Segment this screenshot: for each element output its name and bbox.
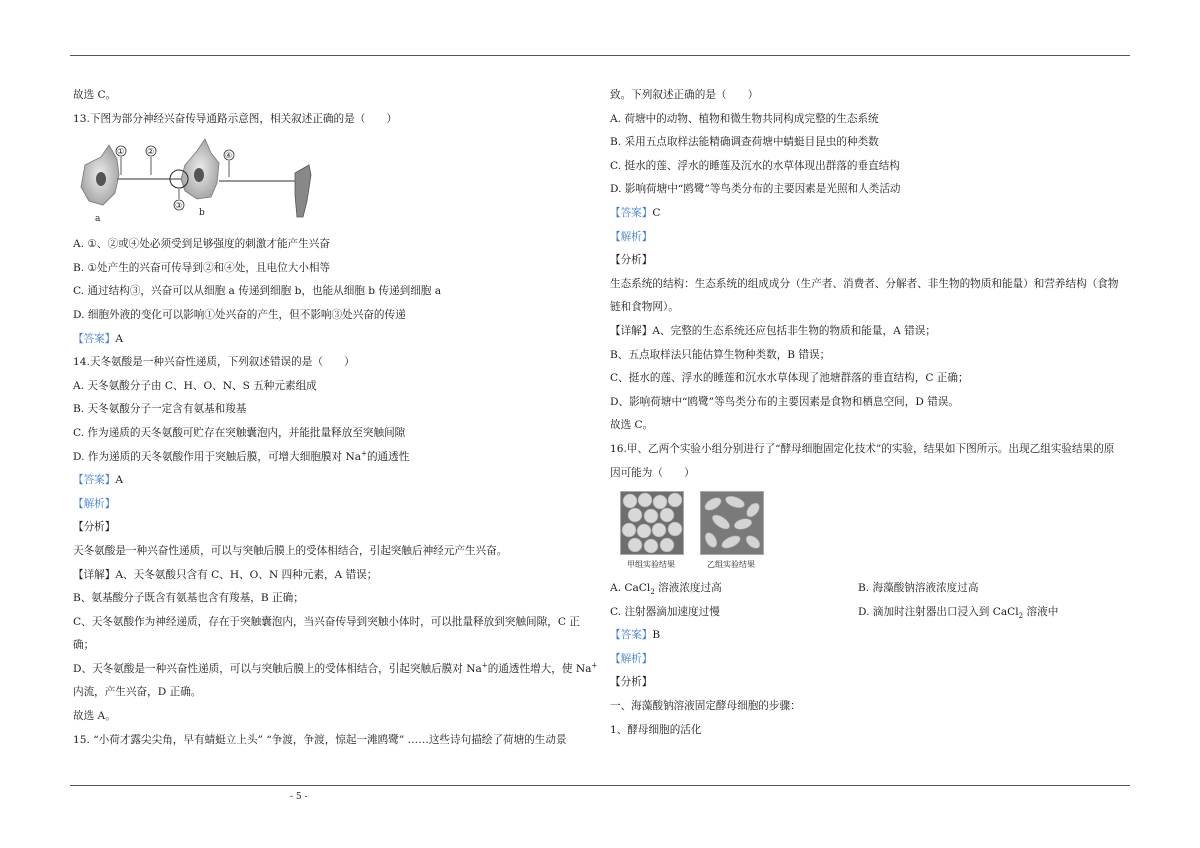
figure-yi [700,491,762,571]
superscript: + [481,661,488,670]
answer-value: B [652,629,661,642]
option-16a [610,577,858,601]
conclusion-15: 故选 C。 [610,419,654,432]
page-number: - 5 - [290,792,308,802]
text-segment: D. 滴加时注射器出口浸入到 CaCl [858,605,1019,618]
figure-yi-caption: 乙组实验结果 [707,560,755,570]
beads-round-image [620,491,684,555]
text-line: 故选 C。 [73,89,117,101]
detail-14d-line2: 内流，产生兴奋，D 正确。 [73,686,202,699]
marker-3-label: ③ [175,201,183,211]
detail-14b: B、氨基酸分子既含有氨基也含有羧基，B 正确； [73,592,304,605]
muscle-shape [295,165,311,217]
option-15a: A. 荷塘中的动物、植物和微生物共同构成完整的生态系统 [610,112,879,125]
detail-15d: D、影响荷塘中“鸥鹭”等鸟类分布的主要因素是食物和栖息空间，D 错误。 [610,395,959,408]
detail-15c: C、挺水的莲、浮水的睡莲和沉水水草体现了池塘群落的垂直结构，C 正确； [610,372,969,385]
detail-14c-line1: C、天冬氨酸作为神经递质，存在于突触囊泡内，当兴奋传导到突触小体时，可以批量释放到突触间隙，C 正 [73,615,580,628]
fenxi-tag-15: 【分析】 [610,254,653,267]
cell-b-label: b [199,208,205,219]
option-14c: C. 作为递质的天冬氨酸可贮存在突触囊泡内，并能批量释放至突触间隙 [73,426,406,439]
subscript: 2 [650,588,655,597]
figure-jia-caption: 甲组实验结果 [627,560,675,570]
left-column [73,84,598,752]
answer-value: C [652,206,661,219]
option-13b: B. ①处产生的兴奋可传导到②和④处，且电位大小相等 [73,261,331,274]
conclusion-14: 故选 A。 [73,710,116,723]
option-16b: B. 海藻酸钠溶液浓度过高 [858,582,979,595]
question-15: 15. “小荷才露尖尖角，早有蜻蜓立上头” “争渡，争渡，惊起一滩鸥鹭” ……这些诗句描绘了荷塘的生动景 [73,733,567,746]
marker-2-label: ② [147,147,155,157]
option-14a: A. 天冬氨酸分子由 C、H、O、N、S 五种元素组成 [73,379,317,392]
analysis-tag-15: 【解析】 [610,230,653,243]
answer-value: A [115,332,124,345]
option-13c: C. 通过结构③，兴奋可以从细胞 a 传递到细胞 b，也能从细胞 b 传递到细胞 a [73,285,442,298]
fenxi-tag-16: 【分析】 [610,676,653,689]
superscript: + [591,661,598,670]
answer-13 [73,328,583,352]
beads-tailed-image [700,491,764,555]
superscript: + [361,449,367,457]
option-14b: B. 天冬氨酸分子一定含有氨基和羧基 [73,403,247,416]
answer-tag: 【答案】 [610,629,653,642]
question-13: 13.下图为部分神经兴奋传导通路示意图，相关叙述正确的是（ ） [73,112,398,125]
analysis-tag-14: 【解析】 [73,497,116,510]
marker-1-label: ① [117,147,125,157]
subscript: 2 [1018,611,1024,620]
fenxi-tag-14: 【分析】 [73,521,116,534]
question-16-line1: 16.甲、乙两个实验小组分别进行了“酵母细胞固定化技术”的实验，结果如下图所示。出现乙组实验结果的原 [610,442,1115,455]
option-15d: D. 影响荷塘中“鸥鹭”等鸟类分布的主要因素是光照和人类活动 [610,183,901,196]
option-16c: C. 注射器滴加速度过慢 [610,605,720,618]
option-15b: B. 采用五点取样法能精确调查荷塘中蜻蜓目昆虫的种类数 [610,136,879,149]
option-13a: A. ①、②或④处必须受到足够强度的刺激才能产生兴奋 [73,238,330,251]
detail-14c-line2: 确； [73,639,95,652]
option-16d [858,601,1106,625]
top-rule [70,55,1130,56]
experiment-figures [620,491,1132,571]
question-14: 14.天冬氨酸是一种兴奋性递质，下列叙述错误的是（ ） [73,356,355,369]
answer-16 [610,624,1132,648]
fenxi-text-15-line2: 链和食物网）。 [610,301,679,314]
fenxi-text-15-line1: 生态系统的结构：生态系统的组成成分（生产者、消费者、分解者、非生物的物质和能量）和营养结构（食物 [610,277,1119,290]
text-segment: D. 作为递质的天冬氨酸作用于突触后膜，可增大细胞膜对 Na [73,450,362,463]
detail-15b: B、五点取样法只能估算生物种类数，B 错误； [610,348,831,361]
text-segment: A. CaCl [610,582,651,595]
text-segment: 溶液中 [1023,605,1059,618]
detail-14d-line1 [73,658,598,682]
neuron-diagram-svg [73,135,313,231]
answer-value: A [115,474,124,487]
options-16-row1 [610,577,1132,601]
answer-tag: 【答案】 [73,332,116,345]
question-15-cont: 致。下列叙述正确的是（ ） [610,89,759,101]
answer-tag: 【答案】 [610,206,653,219]
option-15c: C. 挺水的莲、浮水的睡莲及沉水的水草体现出群落的垂直结构 [610,159,900,172]
bottom-rule [70,785,1130,786]
analysis-tag-16: 【解析】 [610,652,653,665]
cell-a-nucleus [96,172,106,186]
answer-14 [73,469,583,493]
fenxi-text-16-line1: 一、海藻酸钠溶液固定酵母细胞的步骤： [610,700,801,713]
marker-4-label: ④ [225,151,233,161]
text-segment: 的通透性 [366,450,410,463]
options-16-row2 [610,601,1132,625]
text-segment: 的通透性增大，使 Na [487,662,592,675]
option-13d: D. 细胞外液的变化可以影响①处兴奋的产生，但不影响③处兴奋的传递 [73,308,406,321]
cell-a-label: a [95,214,101,225]
neuron-diagram [73,135,583,231]
answer-15 [610,202,1132,226]
text-segment: D、天冬氨酸是一种兴奋性递质，可以与突触后膜上的受体相结合，引起突触后膜对 Na [73,662,482,675]
answer-tag: 【答案】 [73,474,116,487]
question-16-line2: 因可能为（ ） [610,466,695,479]
right-column [610,84,1132,742]
text-segment: 溶液浓度过高 [654,582,722,595]
fenxi-text-14: 天冬氨酸是一种兴奋性递质，可以与突触后膜上的受体相结合，引起突触后神经元产生兴奋。 [73,544,508,557]
detail-14a: 【详解】A、天冬氨酸只含有 C、H、O、N 四种元素，A 错误； [73,568,378,581]
fenxi-text-16-line2: 1、酵母细胞的活化 [610,723,702,736]
option-14d [73,446,583,470]
detail-15a: 【详解】A、完整的生态系统还应包括非生物的物质和能量，A 错误； [610,324,936,337]
cell-b-nucleus [194,168,204,182]
figure-jia [620,491,682,571]
